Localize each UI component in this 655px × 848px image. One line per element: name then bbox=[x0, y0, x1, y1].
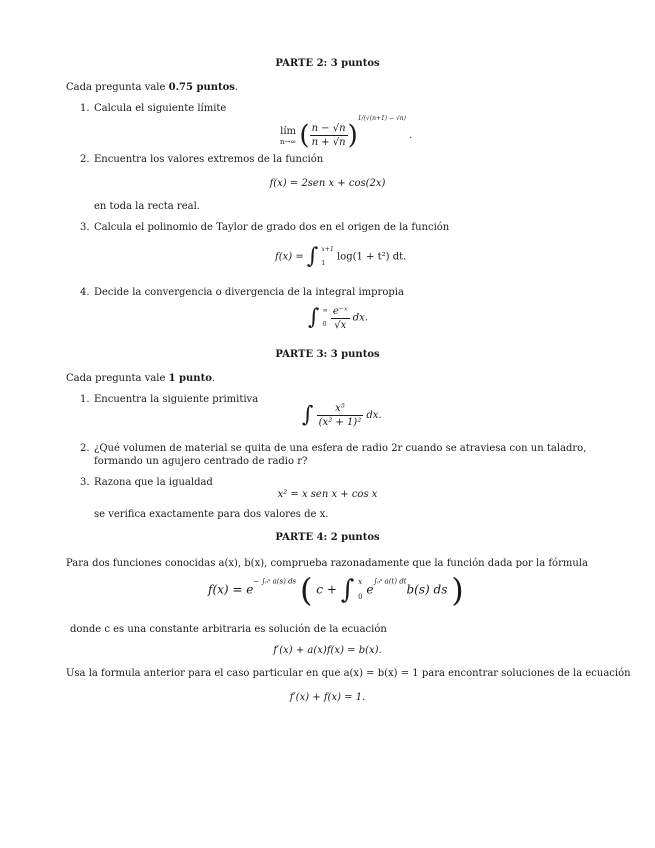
parte2-limit-formula bbox=[280, 112, 413, 151]
primitive-numerator: x⁵ bbox=[317, 402, 364, 416]
parte2-function-formula: f(x) = 2sen x + cos(2x) bbox=[269, 178, 386, 189]
left-paren: ( bbox=[299, 120, 310, 151]
item-text: Encuentra los valores extremos de la función bbox=[94, 154, 324, 165]
item-number: 2. bbox=[80, 443, 90, 454]
taylor-upper-limit: x+1 bbox=[321, 246, 334, 253]
parte3-intro-post: . bbox=[211, 373, 216, 384]
parte4-equation-1: f′(x) + a(x)f(x) = b(x). bbox=[273, 645, 382, 656]
main-exp2: ∫₀ˢ a(t) dt bbox=[373, 577, 407, 586]
item-text: Encuentra la siguiente primitiva bbox=[94, 394, 259, 405]
item-text: Decide la convergencia o divergencia de la integral impropia bbox=[94, 287, 404, 298]
parte3-item-2 bbox=[80, 442, 595, 470]
item-number: 2. bbox=[80, 154, 90, 165]
parte2-item-4 bbox=[80, 286, 595, 300]
main-lhs: f(x) = e bbox=[208, 582, 254, 597]
parte2-item-2-after: en toda la recta real. bbox=[94, 201, 200, 212]
limit-operator: lím bbox=[280, 126, 297, 137]
taylor-lower-limit: 1 bbox=[321, 260, 326, 267]
parte2-intro bbox=[66, 81, 238, 94]
item-text: Calcula el siguiente límite bbox=[94, 103, 227, 114]
integral-sign: ∫ bbox=[302, 402, 314, 428]
parte4-heading: PARTE 4: 2 puntos bbox=[275, 532, 380, 543]
parte3-heading: PARTE 3: 3 puntos bbox=[275, 349, 380, 360]
item-number: 1. bbox=[80, 394, 90, 405]
parte3-item-3-after: se verifica exactamente para dos valores de x. bbox=[94, 509, 329, 520]
parte2-taylor-formula bbox=[275, 243, 406, 273]
taylor-lhs: f(x) = bbox=[275, 251, 304, 263]
improper-tail: dx. bbox=[352, 312, 369, 324]
parte2-item-2 bbox=[80, 153, 595, 167]
taylor-integrand: log(1 + t²) dt. bbox=[336, 251, 407, 263]
parte4-equation-2: f′(x) + f(x) = 1. bbox=[289, 692, 366, 703]
primitive-tail: dx. bbox=[366, 410, 382, 421]
parte2-intro-pre: Cada pregunta vale bbox=[66, 82, 169, 93]
improper-denominator: √x bbox=[334, 319, 347, 331]
main-e: e bbox=[366, 582, 374, 597]
limit-period: . bbox=[409, 130, 413, 141]
parte2-intro-points: 0.75 puntos bbox=[168, 82, 235, 93]
main-upper-limit: x bbox=[358, 578, 363, 586]
right-paren: ) bbox=[347, 120, 358, 151]
parte3-equality-formula: x² = x sen x + cos x bbox=[277, 489, 378, 500]
parte2-heading: PARTE 2: 3 puntos bbox=[275, 58, 380, 69]
main-right-paren: ) bbox=[451, 571, 464, 609]
parte3-intro-pre: Cada pregunta vale bbox=[66, 373, 169, 384]
limit-subscript: n→∞ bbox=[280, 138, 297, 146]
limit-exponent: 1/(√(n+1) − √n) bbox=[357, 115, 406, 122]
parte4-intro: Para dos funciones conocidas a(x), b(x), comprueba razonadamente que la función dada por la fórmula bbox=[66, 558, 588, 569]
item-number: 3. bbox=[80, 477, 90, 488]
limit-denominator: n + √n bbox=[311, 137, 346, 148]
main-integral-sign: ∫ bbox=[340, 575, 355, 605]
limit-numerator: n − √n bbox=[311, 123, 346, 134]
parte2-item-3 bbox=[80, 221, 595, 235]
primitive-denominator: (x² + 1)² bbox=[318, 417, 362, 428]
improper-upper-limit: ∞ bbox=[322, 307, 328, 314]
main-exp: − ∫₀ˣ a(s) ds bbox=[253, 577, 297, 586]
parte3-primitive-formula bbox=[302, 402, 382, 436]
main-lower-limit: 0 bbox=[358, 593, 363, 601]
item-number: 1. bbox=[80, 103, 90, 114]
integral-sign: ∫ bbox=[308, 305, 320, 330]
parte3-intro bbox=[66, 372, 215, 385]
improper-numerator: e⁻ˣ bbox=[332, 305, 348, 317]
item-text: ¿Qué volumen de material se quita de una esfera de radio 2r cuando se atraviesa con un taladro, formando un agujero centrado de radio r? bbox=[94, 443, 587, 467]
main-left-paren: ( bbox=[299, 571, 313, 609]
item-number: 3. bbox=[80, 222, 90, 233]
improper-lower-limit: 0 bbox=[322, 321, 327, 328]
parte4-middle-text: donde c es una constante arbitraria es solución de la ecuación bbox=[70, 624, 387, 635]
item-text: Calcula el polinomio de Taylor de grado dos en el origen de la función bbox=[94, 222, 450, 233]
main-tail: b(s) ds bbox=[406, 582, 448, 597]
main-c: c + bbox=[316, 582, 337, 597]
integral-sign: ∫ bbox=[306, 244, 319, 269]
parte2-improper-integral bbox=[308, 304, 368, 338]
parte2-intro-post: . bbox=[234, 82, 239, 93]
item-text: Razona que la igualdad bbox=[94, 477, 213, 488]
parte4-main-formula bbox=[208, 571, 464, 615]
parte4-usa-text: Usa la formula anterior para el caso particular en que a(x) = b(x) = 1 para encontrar soluciones de la ecuación bbox=[66, 668, 631, 679]
item-number: 4. bbox=[80, 287, 90, 298]
parte3-intro-points: 1 punto bbox=[168, 373, 212, 384]
